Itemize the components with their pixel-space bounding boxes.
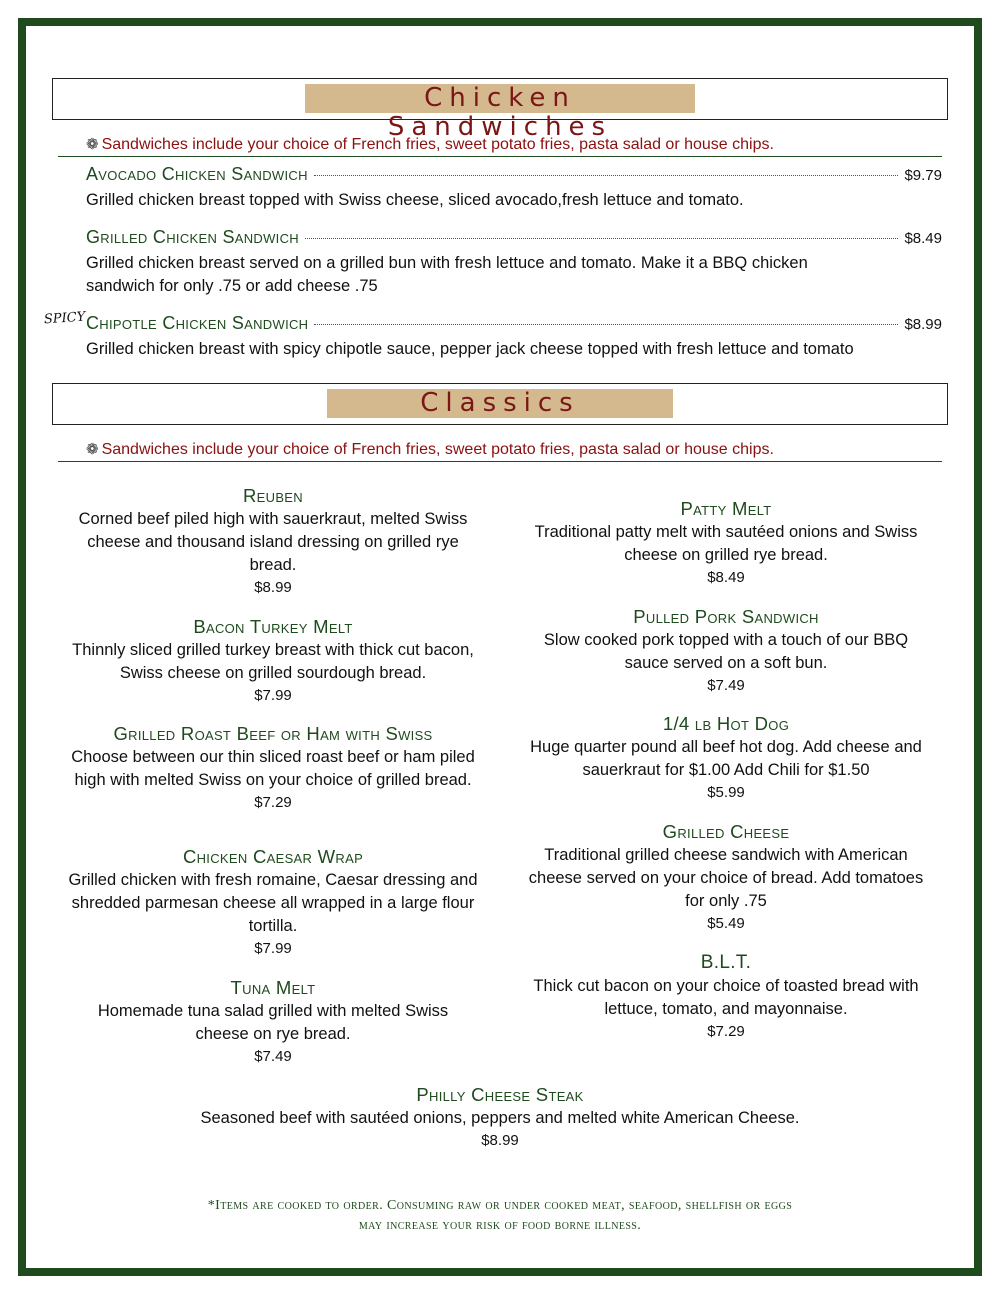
disclaimer-line-1: *Items are cooked to order. Consuming raw or under cooked meat, seafood, shellfish or eggs: [207, 1198, 793, 1213]
item-price: $7.99: [254, 687, 292, 704]
item-name: Chicken Caesar Wrap: [182, 846, 364, 867]
classic-item-reuben: [62, 484, 484, 598]
item-name: 1/4 lb Hot Dog: [662, 713, 790, 734]
dot-leader: [305, 238, 899, 239]
item-name: B.L.T.: [700, 952, 752, 973]
leaf-flourish-icon: ❁: [86, 135, 99, 153]
item-name: Grilled Chicken Sandwich: [86, 227, 299, 247]
classic-item-chicken-caesar-wrap: [62, 845, 484, 959]
classic-item-patty-melt: [508, 497, 944, 588]
item-name: Bacon Turkey Melt: [193, 616, 353, 637]
item-description: Traditional grilled cheese sandwich with American cheese served on your choice of bread. Add tomatoes for only .75: [528, 846, 924, 910]
chicken-divider: [58, 156, 942, 157]
chicken-section-title: Chicken Sandwiches: [305, 84, 695, 113]
menu-item-avocado-chicken: [86, 164, 942, 185]
item-description: Choose between our thin sliced roast beef or ham piled high with melted Swiss on your choice of grilled bread.: [71, 748, 475, 789]
disclaimer-line-2: may increase your risk of food borne illness.: [358, 1218, 642, 1233]
item-price: $5.49: [707, 915, 745, 932]
item-description: Grilled chicken breast topped with Swiss cheese, sliced avocado,fresh lettuce and tomato.: [86, 191, 744, 209]
item-description: Seasoned beef with sautéed onions, peppers and melted white American Cheese.: [200, 1109, 800, 1127]
classic-item-bacon-turkey-melt: [62, 615, 484, 706]
item-description: Grilled chicken breast with spicy chipotle sauce, pepper jack cheese topped with fresh lettuce and tomato: [86, 340, 854, 358]
classic-item-roast-beef-ham: [62, 722, 484, 813]
dot-leader: [314, 175, 899, 176]
item-name: Pulled Pork Sandwich: [633, 606, 819, 627]
classics-section-title: Classics: [327, 389, 673, 418]
item-description: Huge quarter pound all beef hot dog. Add cheese and sauerkraut for $1.00 Add Chili for $1.50: [530, 738, 922, 779]
item-name: Reuben: [243, 485, 303, 506]
item-price: $8.99: [904, 316, 942, 333]
item-price: $8.99: [481, 1132, 519, 1149]
food-safety-disclaimer: [100, 1196, 900, 1236]
item-description: Traditional patty melt with sautéed onions and Swiss cheese on grilled rye bread.: [534, 523, 918, 564]
item-name: Philly Cheese Steak: [416, 1084, 584, 1105]
item-name: Grilled Cheese: [662, 821, 790, 842]
classic-item-grilled-cheese: [508, 820, 944, 934]
chicken-sides-note: ❁ Sandwiches include your choice of French fries, sweet potato fries, pasta salad or house chips.: [86, 135, 774, 153]
item-description: Corned beef piled high with sauerkraut, melted Swiss cheese and thousand island dressing on grilled rye bread.: [78, 510, 468, 574]
item-price: $9.79: [904, 167, 942, 184]
item-price: $7.49: [707, 677, 745, 694]
classics-divider: [58, 461, 942, 462]
classic-item-hot-dog: [508, 712, 944, 803]
menu-item-chipotle-chicken: [86, 313, 942, 334]
item-price: $7.99: [254, 940, 292, 957]
classic-item-tuna-melt: [62, 976, 484, 1067]
classic-item-pulled-pork: [508, 605, 944, 696]
item-description: Thinnly sliced grilled turkey breast with thick cut bacon, Swiss cheese on grilled sourdough bread.: [72, 641, 474, 682]
item-name: Avocado Chicken Sandwich: [86, 164, 308, 184]
leaf-flourish-icon: ❁: [86, 440, 99, 458]
menu-item-grilled-chicken: [86, 227, 942, 248]
item-name: Patty Melt: [680, 498, 772, 519]
item-description: Homemade tuna salad grilled with melted Swiss cheese on rye bread.: [97, 1002, 449, 1043]
classic-item-philly-cheese-steak: [100, 1083, 900, 1151]
item-price: $7.29: [707, 1023, 745, 1040]
classic-item-blt: [508, 951, 944, 1042]
item-price: $8.49: [904, 230, 942, 247]
item-price: $5.99: [707, 784, 745, 801]
item-price: $7.29: [254, 794, 292, 811]
item-description: Thick cut bacon on your choice of toasted bread with lettuce, tomato, and mayonnaise.: [533, 977, 919, 1018]
item-name: Chipotle Chicken Sandwich: [86, 313, 309, 333]
item-price: $8.99: [254, 579, 292, 596]
dot-leader: [314, 324, 898, 325]
item-name: Grilled Roast Beef or Ham with Swiss: [113, 723, 433, 744]
classics-sides-note: ❁ Sandwiches include your choice of French fries, sweet potato fries, pasta salad or house chips.: [86, 440, 774, 458]
spicy-tag: SPICY: [43, 309, 86, 328]
item-description: Grilled chicken with fresh romaine, Caesar dressing and shredded parmesan cheese all wrapped in a large flour tortilla.: [68, 871, 478, 935]
item-description: Slow cooked pork topped with a touch of our BBQ sauce served on a soft bun.: [543, 631, 909, 672]
item-description: Grilled chicken breast served on a grilled bun with fresh lettuce and tomato. Make it a BBQ chicken sandwich for only .75 or add cheese .75: [86, 254, 808, 295]
item-price: $8.49: [707, 569, 745, 586]
item-name: Tuna Melt: [230, 977, 316, 998]
item-price: $7.49: [254, 1048, 292, 1065]
